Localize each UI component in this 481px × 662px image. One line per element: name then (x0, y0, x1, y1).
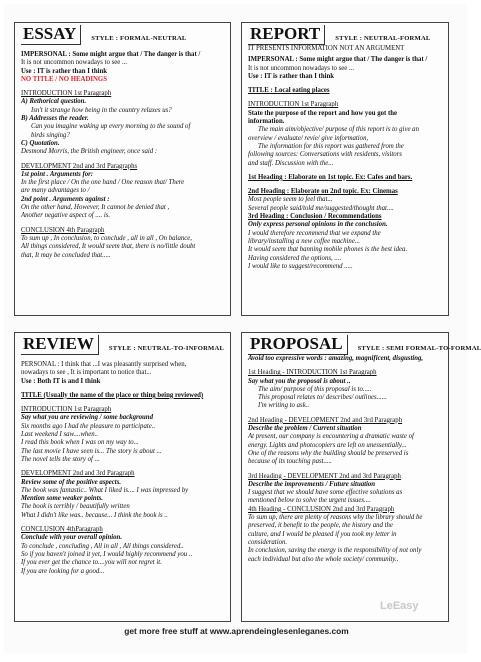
text-line: A) Rethorical question. (21, 98, 87, 106)
text-line: In the first place / On the one hand / One reason that/ There (21, 179, 185, 187)
text-line: Isn't it strange how being in the country relaxes us? (31, 106, 172, 114)
essay-header (15, 23, 230, 45)
text-line: Say what you the proposal is about .. (248, 377, 351, 385)
text-line: What I didn't like was.. because... I think the book is .. (21, 511, 168, 519)
text-line: I read this book when I was on my way to... (21, 439, 139, 447)
text-line: To sum up , In conclusion, to conclude , all in all , On balance, (21, 234, 192, 242)
report-title: REPORT (248, 25, 325, 45)
text-line: TITLE : Local eating places (248, 87, 330, 95)
text-line: PERSONAL : I think that ...I was pleasantly surprised when, (21, 361, 187, 368)
review-title: REVIEW (21, 335, 99, 355)
text-line: DEVELOPMENT 2nd and 3rd Paragraph (21, 470, 135, 478)
proposal-header (242, 333, 481, 355)
text-line: TITLE (Usually the name of the place or thing being reviewed) (21, 391, 204, 399)
text-line: The last movie I have seen is... The story is about ... (21, 447, 162, 455)
text-line: INTRODUCTION 1st Paragraph (21, 90, 112, 98)
text-line: are many advantages to / (21, 187, 90, 195)
text-line: 2nd Heading : Elaborate on 2nd topic. Ex: Cinemas (248, 188, 398, 196)
text-line: 3rd Heading : Conclusion / Recommendations (248, 213, 382, 221)
text-line: and staff. Discussion with the... (248, 159, 334, 167)
text-line: So if you haven't joined it yet, I would highly recommend you .. (21, 550, 193, 558)
text-line: INTRODUCTION 1st Paragraph (248, 101, 339, 109)
report-header (242, 23, 448, 45)
text-line: energy. Lights and photocopiers are left on unessentially... (248, 441, 407, 449)
text-line: NO TITLE / NO HEADINGS (21, 75, 107, 83)
essay-style: STYLE : FORMAL-NEUTRAL (91, 35, 187, 42)
text-line: IMPERSONAL : Some might argue that / The danger is that / (21, 51, 201, 58)
text-line: The aim/ purpose of this proposal is to..... (258, 385, 372, 393)
text-line: One of the reasons why the building should be preserved is (248, 449, 409, 457)
text-line: It is not uncommon nowadays to see ... (21, 59, 128, 67)
essay-title: ESSAY (21, 25, 81, 45)
text-line: 1st point . Arguments for: (21, 170, 94, 178)
text-line: 3rd Heading - DEVELOPMENT 2nd and 3rd Paragraph (248, 472, 401, 480)
text-line: I would therefore recommend that we expand the (248, 229, 381, 237)
text-line: Having considered the options, .... (248, 254, 342, 262)
text-line: The novel tells the story of ... (21, 455, 100, 463)
proposal-panel (241, 332, 481, 622)
text-line: Only express personal opinions in the conclusion. (248, 221, 388, 229)
essay-body (21, 51, 224, 311)
text-line: The book is terribly / beautifully written (21, 503, 130, 511)
text-line: Use : IT is rather than I think (21, 67, 108, 75)
essay-panel (14, 22, 231, 316)
text-line: The main aim/objective/ purpose of this report is to give an (258, 126, 419, 134)
proposal-style: STYLE : SEMI FORMAL-TO-FORMAL (357, 345, 481, 352)
text-line: C) Quotation. (21, 139, 60, 147)
text-line: Desmond Morris, the British engineer, once said : (21, 148, 158, 156)
text-line: IT PRESENTS INFORMATION NOT AN ARGUMENT (248, 45, 405, 52)
watermark-logo: LeEasy (380, 600, 419, 612)
report-style: STYLE : NEUTRAL-FORMAL (335, 35, 431, 42)
text-line: Describe the problem / Current situation (248, 425, 362, 433)
text-line: Describe the improvements / Future situation (248, 480, 376, 488)
text-line: On the other hand, However, It cannot be denied that , (21, 204, 170, 212)
text-line: To conclude , concluding , All in all , All things considered.. (21, 542, 184, 550)
proposal-title: PROPOSAL (248, 335, 348, 355)
text-line: each individual but also the whole society/ community.. (248, 555, 399, 563)
text-line: Use : IT is rather than I think (248, 72, 335, 80)
text-line: Can you imagine waking up every morning to the sound of (31, 123, 191, 131)
text-line: I suggest that we should have some effective solutions as (248, 489, 403, 497)
text-line: overview / evaluate/ revie/ give information, (248, 134, 369, 142)
text-line: State the purpose of the report and how you got the (248, 109, 398, 117)
text-line: If you are looking for a good... (21, 567, 105, 575)
review-body (21, 361, 224, 617)
text-line: Most people seem to feel that... (248, 196, 333, 204)
text-line: Several people said/told me/suggested/thought that.... (248, 204, 394, 212)
text-line: I'm writing to ask.. (258, 402, 310, 410)
text-line: Use : Both IT is and I think (21, 377, 101, 385)
text-line: It is not uncommon nowadays to see ... (248, 64, 355, 72)
text-line: If you ever get the chance to....you will not regret it. (21, 559, 162, 567)
text-line: because of its touching past..... (248, 458, 333, 466)
text-line: All things considered, It would seem that, there is no/little doubt (21, 243, 196, 251)
text-line: nowadays to see , It is important to notice that... (21, 369, 152, 377)
text-line: At present, our company is encountering a dramatic waste of (248, 433, 414, 441)
text-line: Review some of the positive aspects. (21, 478, 122, 486)
text-line: To sum up, there are plenty of reasons why the library should be (248, 514, 423, 522)
text-line: Last weekend I saw....when.. (21, 431, 99, 439)
text-line: B) Addresses the reader. (21, 115, 89, 123)
text-line: 2nd Heading - DEVELOPMENT 2nd and 3rd Paragraph (248, 416, 403, 424)
review-header (15, 333, 230, 355)
text-line: Avoid too expressive words : amazing, magnificent, disgusting, (248, 355, 424, 362)
proposal-body (248, 355, 442, 617)
text-line: consideration. (248, 538, 288, 546)
text-line: 4th Heading - CONCLUSION 2nd and 3rd Paragraph (248, 505, 395, 513)
text-line: Six months ago I had the pleasure to participate.. (21, 422, 156, 430)
text-line: 2nd point . Arguments against : (21, 195, 110, 203)
text-line: In conclusion, saving the energy is the responsibility of not only (248, 547, 422, 555)
text-line: 1st Heading - INTRODUCTION 1st Paragraph (248, 369, 377, 377)
report-panel (241, 22, 449, 316)
text-line: 1st Heading : Elaborate on 1st topic. Ex: Cafes and bars. (248, 173, 413, 181)
text-line: This proposal relates to/ describes/ outlines...... (258, 394, 387, 402)
text-line: Mention some weaker points. (21, 495, 103, 503)
review-panel (14, 332, 231, 622)
text-line: Say what you are reviewing / some background (21, 414, 153, 422)
text-line: The book was fantastic.. What I liked is.... I was impressed by (21, 486, 189, 494)
review-style: STYLE : NEUTRAL-TO-INFORMAL (108, 345, 225, 352)
text-line: DEVELOPMENT 2nd and 3rd Paragraphs (21, 162, 138, 170)
text-line: It would seem that banning mobile phones is the best idea. (248, 246, 408, 254)
text-line: culture, and I would be pleased if you took my letter in (248, 530, 397, 538)
text-line: information. (248, 118, 285, 126)
text-line: following sources: Conversations with residents, visitors (248, 151, 402, 159)
text-line: birds singing? (31, 131, 70, 139)
footer-link[interactable]: get more free stuff at www.aprendeinglesenleganes.com (124, 626, 349, 636)
text-line: I would like to suggest/recommend ..... (248, 262, 353, 270)
text-line: Another negative aspect of .... is. (21, 212, 111, 220)
text-line: INTRODUCTION 1st Paragraph (21, 406, 112, 414)
text-line: CONCLUSION 4th Paragraph (21, 226, 105, 234)
text-line: IMPERSONAL : Some might argue that / The danger is that / (248, 56, 428, 64)
text-line: mentioned below to solve the urgent issues.... (248, 497, 371, 505)
text-line: CONCLUSION 4thParagraph (21, 526, 103, 534)
text-line: library/installing a new coffee machine... (248, 237, 360, 245)
text-line: that, It may be concluded that..... (21, 251, 111, 259)
report-body (248, 45, 442, 311)
text-line: preserved, it benefit to the people, the history and the (248, 522, 393, 530)
text-line: The information for this report was gathered from the (258, 142, 404, 150)
text-line: Conclude with your overall opinion. (21, 534, 123, 542)
